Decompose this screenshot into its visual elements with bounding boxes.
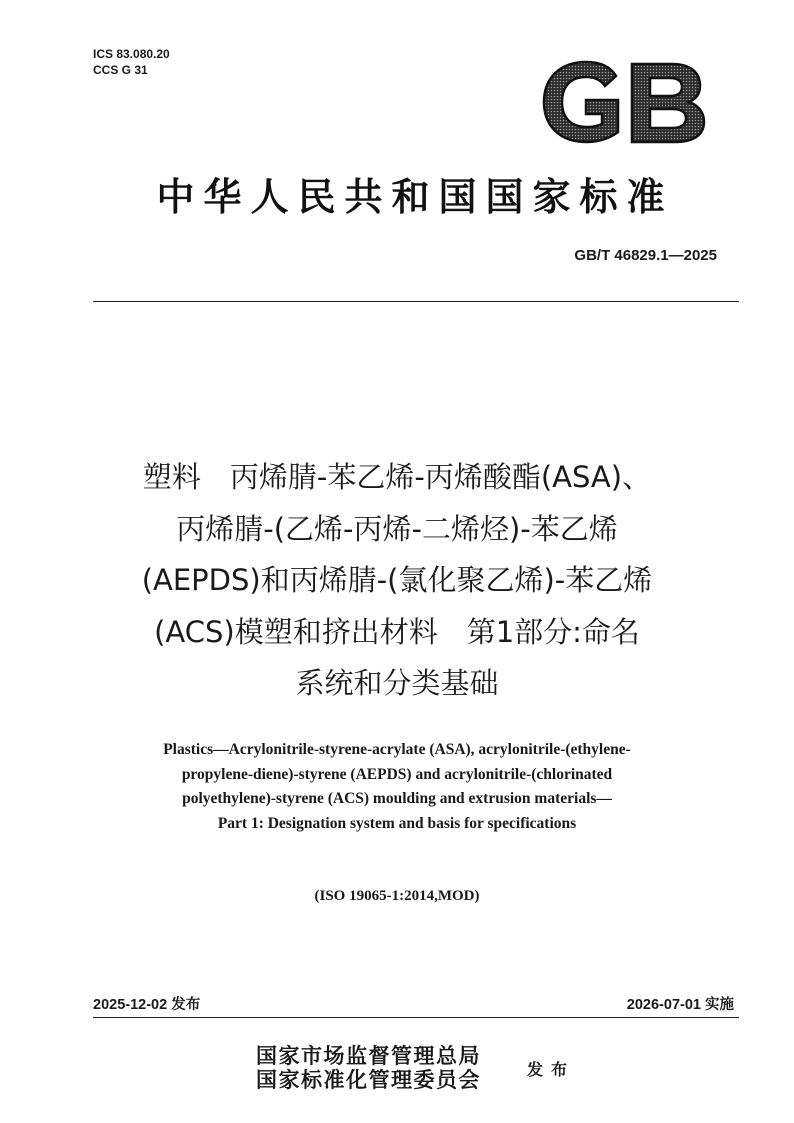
issuer-sac: 国家标准化管理委员会 [256, 1067, 481, 1092]
gb-logo-icon [538, 56, 710, 148]
issuing-organizations [256, 1044, 481, 1092]
english-title-line: polyethylene)-styrene (ACS) moulding and extrusion materials— [182, 790, 612, 807]
issuer-samr: 国家市场监督管理总局 [256, 1043, 481, 1068]
header-divider [93, 301, 739, 302]
chinese-title-line: 塑料 丙烯腈-苯乙烯-丙烯酸酯(ASA)、 [142, 460, 652, 494]
english-title [60, 738, 734, 836]
chinese-title [60, 452, 734, 710]
ccs-code: CCS G 31 [93, 63, 148, 77]
publish-label: 发布 [527, 1060, 576, 1079]
implementation-date: 2026-07-01 实施 [626, 997, 734, 1013]
chinese-title-line: (AEPDS)和丙烯腈-(氯化聚乙烯)-苯乙烯 [141, 563, 653, 597]
classification-codes [93, 46, 170, 78]
iso-reference: (ISO 19065-1:2014,MOD) [314, 888, 480, 904]
standard-number: GB/T 46829.1—2025 [574, 247, 717, 264]
chinese-title-line: (ACS)模塑和挤出材料 第1部分:命名 [154, 614, 640, 649]
english-title-line: propylene-diene)-styrene (AEPDS) and acrylonitrile-(chlorinated [181, 765, 613, 783]
english-title-line: Part 1: Designation system and basis for specifications [217, 814, 577, 832]
english-title-line: Plastics—Acrylonitrile-styrene-acrylate (ASA), acrylonitrile-(ethylene- [163, 741, 631, 758]
ics-code: ICS 83.080.20 [93, 47, 170, 61]
footer-divider [93, 1017, 739, 1018]
gb-logo [538, 56, 710, 148]
chinese-title-line: 丙烯腈-(乙烯-丙烯-二烯烃)-苯乙烯 [176, 511, 618, 546]
issue-date: 2025-12-02 发布 [93, 997, 201, 1013]
national-standard-title: 中华人民共和国国家标准 [156, 174, 674, 219]
chinese-title-line: 系统和分类基础 [295, 666, 499, 700]
